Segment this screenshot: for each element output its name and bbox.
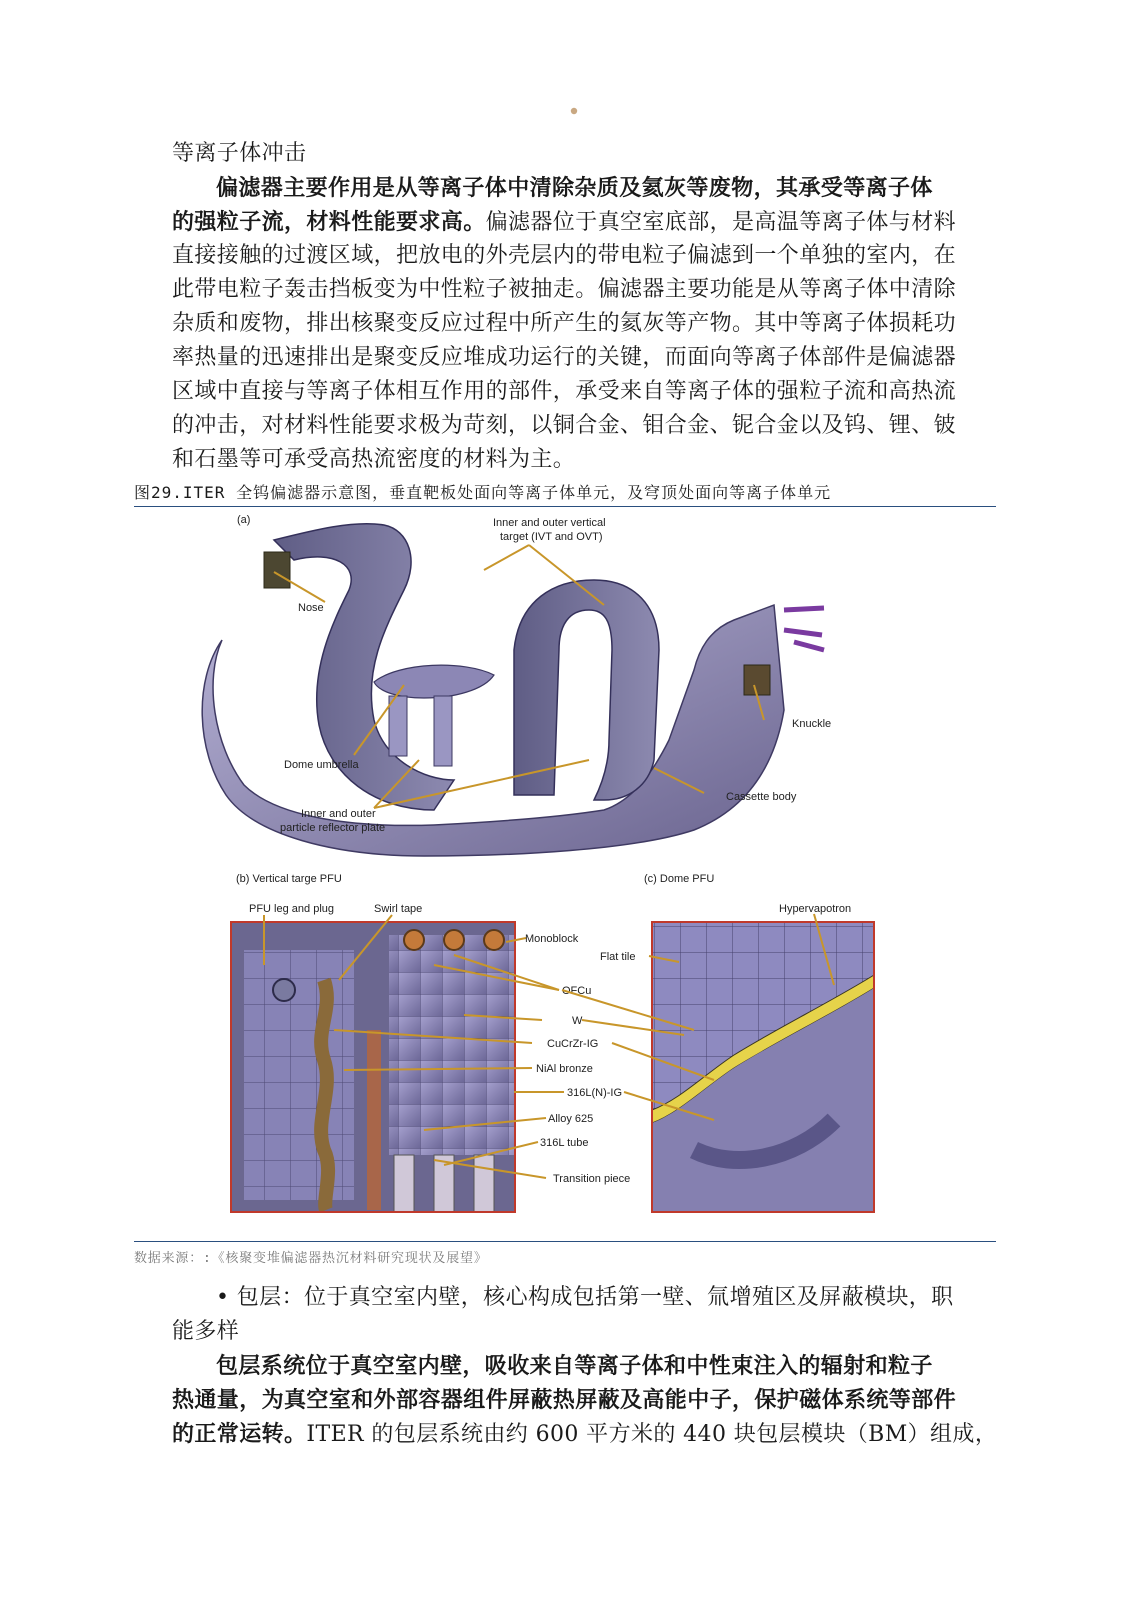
transition-tube — [474, 1155, 494, 1212]
divertor-figure — [134, 510, 996, 1240]
label-ivt: Inner and outer vertical — [493, 517, 606, 529]
dome-support — [434, 696, 452, 766]
paragraph-divertor — [172, 137, 962, 477]
knuckle-block — [744, 665, 770, 695]
label-316l-tube: 316L tube — [540, 1137, 589, 1149]
monoblock-stack-left — [244, 950, 354, 1200]
panel-a-label: (a) — [237, 514, 251, 526]
label-nose: Nose — [298, 602, 324, 614]
monoblock-bore — [273, 979, 295, 1001]
figure-bottom-rule — [134, 1241, 996, 1242]
text-line: 的冲击，对材料性能要求极为苛刻，以铜合金、钼合金、铌合金以及钨、锂、铍 — [172, 413, 957, 438]
dome-umbrella-shape — [374, 665, 494, 698]
panel-b-label: (b) Vertical targe PFU — [236, 873, 342, 885]
label-swirl-tape: Swirl tape — [374, 903, 423, 915]
figure-source: 数据来源：:《核聚变堆偏滤器热沉材料研究现状及展望》 — [134, 1251, 488, 1266]
outer-vertical-target — [514, 580, 659, 800]
label-cucrzr: CuCrZr-IG — [547, 1038, 599, 1050]
cassette-body-shape — [202, 605, 784, 856]
label-nial-bronze: NiAl bronze — [536, 1063, 593, 1075]
bullet-line: • 包层：位于真空室内壁，核心构成包括第一壁、氚增殖区及屏蔽模块，职 — [216, 1285, 954, 1310]
brand-logo-icon — [540, 88, 586, 134]
label-ofcu: OFCu — [562, 985, 592, 997]
text-line: 能多样 — [172, 1319, 240, 1344]
text-line: 杂质和废物，排出核聚变反应过程中所产生的氦灰等产物。其中等离子体损耗功 — [172, 311, 957, 336]
bold-span: 的强粒子流，材料性能要求高。 — [172, 209, 486, 235]
caption-rule — [134, 506, 996, 507]
text-line: 直接接触的过渡区域，把放电的外壳层内的带电粒子偏滤到一个单独的室内，在 — [172, 243, 957, 268]
label-monoblock: Monoblock — [525, 933, 579, 945]
transition-tube — [394, 1155, 414, 1212]
label-transition-piece: Transition piece — [553, 1173, 631, 1185]
panel-c — [562, 873, 874, 1212]
label-pfu-leg: PFU leg and plug — [249, 903, 334, 915]
text-line: 偏滤器主要作用是从等离子体中清除杂质及氦灰等废物，其承受等离子体 — [216, 175, 933, 201]
section-heading: 等离子体冲击 — [172, 141, 307, 166]
label-alloy-625: Alloy 625 — [548, 1113, 594, 1125]
label-reflector-2: particle reflector plate — [280, 822, 386, 834]
text-line: 率热量的迅速排出是聚变反应堆成功运行的关键，而面向等离子体部件是偏滤器 — [172, 345, 957, 370]
label-w: W — [572, 1015, 583, 1027]
text-line: 包层系统位于真空室内壁，吸收来自等离子体和中性束注入的辐射和粒子 — [216, 1353, 933, 1379]
label-knuckle: Knuckle — [792, 718, 832, 730]
label-ivt-2: target (IVT and OVT) — [500, 531, 603, 543]
nose-block — [264, 552, 290, 588]
text-span: 偏滤器位于真空室底部，是高温等离子体与材料 — [485, 210, 957, 235]
label-hypervapotron: Hypervapotron — [779, 903, 852, 915]
paragraph-blanket — [172, 1281, 998, 1451]
monoblock-bore — [444, 930, 464, 950]
text-line: 和石墨等可承受高热流密度的材料为主。 — [172, 447, 576, 472]
panel-c-label: (c) Dome PFU — [644, 873, 715, 885]
monoblock-bore — [404, 930, 424, 950]
label-reflector: Inner and outer — [301, 808, 376, 820]
label-flat-tile: Flat tile — [600, 951, 636, 963]
coolant-pipes — [784, 608, 824, 650]
swirl-tape-shape — [321, 980, 328, 1210]
text-line: 区域中直接与等离子体相互作用的部件，承受来自等离子体的强粒子流和高热流 — [172, 379, 957, 404]
text-line — [172, 1417, 998, 1451]
bold-span: 的正常运转。 — [172, 1421, 307, 1447]
panel-b — [231, 873, 630, 1212]
dome-support — [389, 696, 407, 756]
panel-a — [202, 514, 831, 856]
label-cassette-body: Cassette body — [726, 791, 797, 803]
text-span: ITER 的包层系统由约 600 平方米的 440 块包层模块（BM）组成， — [306, 1422, 998, 1447]
label-dome-umbrella: Dome umbrella — [284, 759, 359, 771]
figure-caption: 图29.ITER 全钨偏滤器示意图，垂直靶板处面向等离子体单元，及穹顶处面向等离子体单元 — [134, 483, 832, 502]
monoblock-bore — [484, 930, 504, 950]
text-line: 热通量，为真空室和外部容器组件屏蔽热屏蔽及高能中子，保护磁体系统等部件 — [172, 1387, 957, 1413]
text-line: 此带电粒子轰击挡板变为中性粒子被抽走。偏滤器主要功能是从等离子体中清除 — [172, 277, 957, 302]
label-316l-ig: 316L(N)-IG — [567, 1087, 623, 1099]
text-line — [172, 205, 962, 239]
